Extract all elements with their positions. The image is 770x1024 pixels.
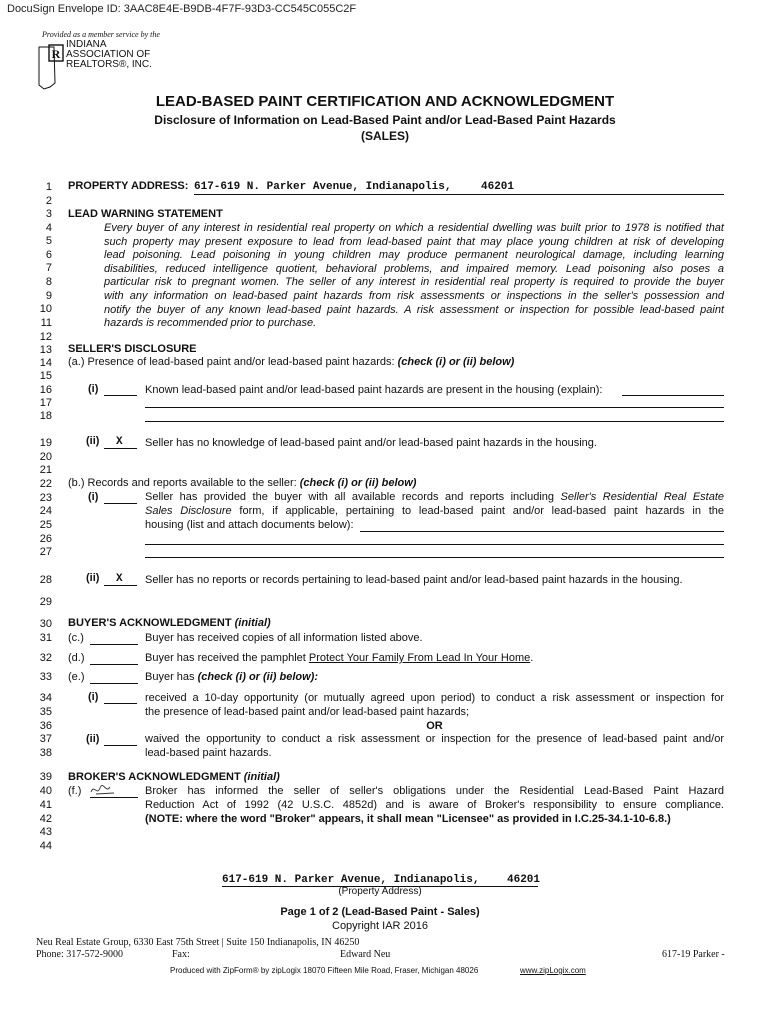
line-number: 14 — [39, 357, 52, 369]
broker-heading: BROKER'S ACKNOWLEDGMENT — [68, 771, 241, 783]
warning-line: such property may present exposure to lead from lead-based paint that may place young children at risk of developing — [104, 235, 724, 248]
warning-last-line: hazards is recommended prior to purchase. — [104, 317, 317, 329]
seller-b-i-label: (i) — [88, 491, 99, 503]
line-number: 10 — [39, 303, 52, 315]
line-number: 6 — [45, 249, 52, 261]
buyer-heading-row — [68, 617, 271, 629]
line-number: 40 — [39, 785, 52, 797]
footer-phone: Phone: 317-572-9000 — [36, 949, 123, 960]
line-number: 19 — [39, 437, 52, 449]
seller-heading: SELLER'S DISCLOSURE — [68, 343, 197, 355]
line-number: 44 — [39, 840, 52, 852]
buyer-e-ii-line1: waived the opportunity to conduct a risk assessment or inspection for the presence of lead-based paint and/or — [145, 733, 724, 745]
line-number: 21 — [39, 464, 52, 476]
warning-line: disabilities, reduced intelligence quotient, behavioral problems, and impaired memory. Lead poisoning also poses a — [104, 262, 724, 275]
line-number: 9 — [45, 290, 52, 302]
buyer-e-ii-initial-field[interactable] — [104, 745, 137, 746]
buyer-heading: BUYER'S ACKNOWLEDGMENT — [68, 617, 232, 629]
line-number: 22 — [39, 478, 52, 490]
seller-b-ii-text: Seller has no reports or records pertaining to lead-based paint and/or lead-based paint hazards in the housing. — [145, 574, 683, 586]
line-number: 18 — [39, 410, 52, 422]
buyer-e-ii-line2: lead-based paint hazards. — [145, 747, 272, 759]
buyer-e-initial-field[interactable] — [90, 683, 138, 684]
buyer-e-i-label: (i) — [88, 691, 99, 703]
line-number: 1 — [45, 181, 52, 193]
seller-a-label: (a.) Presence of lead-based paint and/or lead-based paint hazards: — [68, 356, 395, 368]
buyer-d-initial-field[interactable] — [90, 664, 138, 665]
line-number: 2 — [45, 195, 52, 207]
buyer-c-label: (c.) — [68, 632, 84, 644]
footer-copyright: Copyright IAR 2016 — [332, 920, 428, 932]
property-address-label: PROPERTY ADDRESS: — [68, 180, 189, 192]
line-number: 13 — [39, 344, 52, 356]
footer-fax: Fax: — [172, 949, 190, 960]
svg-text:R: R — [51, 47, 61, 61]
seller-b-ii-initial-field[interactable] — [104, 585, 137, 586]
seller-b-i-line1 — [145, 491, 724, 503]
seller-b-i-docs-line2[interactable] — [145, 544, 724, 545]
line-number: 5 — [45, 235, 52, 247]
logo-line2: ASSOCIATION OF — [66, 49, 151, 60]
buyer-d-text-post: . — [530, 652, 534, 664]
line-number: 35 — [39, 706, 52, 718]
buyer-e-check: (check (i) or (ii) below): — [197, 671, 318, 683]
seller-b-i-line1-text: Seller has provided the buyer with all available records and reports including — [145, 491, 555, 503]
buyer-e-text-pre: Buyer has — [145, 671, 195, 683]
broker-f-label: (f.) — [68, 785, 82, 797]
warning-line: with any information on lead-based paint hazards from risk assessments or inspections in the seller's possession and — [104, 290, 724, 302]
seller-b-ii-mark: X — [116, 573, 123, 585]
warning-line: lead poisoning. Lead poisoning in young children may produce permanent neurological damage, including learning — [104, 249, 724, 262]
footer-address-zip: 46201 — [507, 874, 541, 886]
line-number: 20 — [39, 451, 52, 463]
buyer-d-text-pre: Buyer has received the pamphlet — [145, 652, 306, 664]
property-address-zip: 46201 — [481, 181, 515, 193]
line-number: 17 — [39, 397, 52, 409]
seller-a-i-text: Known lead-based paint and/or lead-based paint hazards are present in the housing (explain): — [145, 384, 603, 396]
footer-file-name: 617-19 Parker - — [662, 949, 725, 960]
line-number: 41 — [39, 799, 52, 811]
line-number: 15 — [39, 370, 52, 382]
seller-b-i-line1-form: Seller's Residential Real Estate — [560, 491, 724, 503]
buyer-e-i-line1: received a 10-day opportunity (or mutually agreed upon period) to conduct a risk assessment or inspection for — [145, 692, 724, 704]
envelope-id: DocuSign Envelope ID: 3AAC8E4E-B9DB-4F7F-93D3-CC545C055C2F — [7, 3, 357, 15]
realtor-r-icon — [48, 44, 64, 62]
line-number: 28 — [39, 574, 52, 586]
property-address-line — [194, 194, 724, 195]
seller-b-i-line2-text: form, if applicable, pertaining to lead-based paint and/or lead-based paint hazards in the — [239, 505, 725, 517]
line-number: 12 — [39, 331, 52, 343]
seller-a-i-explain-line3[interactable] — [145, 421, 724, 422]
seller-b-ii-label: (ii) — [86, 572, 100, 584]
seller-a-i-initial-field[interactable] — [104, 395, 137, 396]
seller-a-ii-text: Seller has no knowledge of lead-based paint and/or lead-based paint hazards in the housing. — [145, 437, 597, 449]
buyer-d-text — [145, 652, 533, 664]
seller-b-label: (b.) Records and reports available to the seller: — [68, 477, 297, 489]
buyer-d-label: (d.) — [68, 652, 85, 664]
seller-b-i-docs-line1[interactable] — [360, 531, 724, 532]
seller-a-i-label: (i) — [88, 383, 99, 395]
seller-b-i-line2-form: Sales Disclosure — [145, 505, 232, 517]
seller-a-ii-mark: X — [116, 436, 123, 448]
seller-a-i-explain-line1[interactable] — [622, 395, 724, 396]
line-number: 23 — [39, 492, 52, 504]
broker-initial-signature — [88, 782, 118, 798]
line-number: 16 — [39, 384, 52, 396]
logo-line3: REALTORS®, INC. — [66, 59, 152, 70]
line-number: 27 — [39, 546, 52, 558]
broker-f-line2: Reduction Act of 1992 (42 U.S.C. 4852d) and is aware of Broker's responsibility to ensure compliance. — [145, 799, 724, 811]
broker-f-initial-field[interactable] — [90, 797, 138, 798]
line-number: 3 — [45, 208, 52, 220]
line-number: 30 — [39, 618, 52, 630]
footer-produced: Produced with ZipForm® by zipLogix 18070 Fifteen Mile Road, Fraser, Michigan 48026 — [170, 966, 479, 975]
buyer-or: OR — [426, 720, 443, 732]
seller-b-check: (check (i) or (ii) below) — [299, 477, 417, 489]
line-number: 31 — [39, 632, 52, 644]
footer-address-caption: (Property Address) — [338, 886, 422, 897]
seller-a-check: (check (i) or (ii) below) — [397, 356, 515, 368]
line-number: 8 — [45, 276, 52, 288]
line-number: 34 — [39, 692, 52, 704]
line-number: 25 — [39, 519, 52, 531]
broker-heading-note: (initial) — [243, 771, 280, 783]
buyer-d-pamphlet-title: Protect Your Family From Lead In Your Home — [308, 652, 531, 664]
page-subtitle-sales: (SALES) — [361, 129, 409, 143]
property-address-street: 617-619 N. Parker Avenue, Indianapolis, — [194, 181, 452, 193]
footer-agent: Edward Neu — [340, 949, 391, 960]
footer-agency: Neu Real Estate Group, 6330 East 75th Street | Suite 150 Indianapolis, IN 46250 — [36, 937, 360, 948]
line-number: 24 — [39, 505, 52, 517]
line-number: 11 — [40, 317, 52, 329]
buyer-c-initial-field[interactable] — [90, 644, 138, 645]
seller-b-i-docs-line3[interactable] — [145, 557, 724, 558]
footer-page-number: Page 1 of 2 (Lead-Based Paint - Sales) — [280, 906, 480, 918]
buyer-c-text: Buyer has received copies of all information listed above. — [145, 632, 423, 644]
buyer-e-text — [145, 671, 318, 683]
seller-b-i-line3: housing (list and attach documents below): — [145, 519, 354, 531]
buyer-e-ii-label: (ii) — [86, 733, 100, 745]
buyer-heading-note: (initial) — [234, 617, 271, 629]
line-number: 39 — [39, 771, 52, 783]
seller-a-ii-label: (ii) — [86, 435, 100, 447]
line-number: 42 — [39, 813, 52, 825]
line-number: 26 — [39, 533, 52, 545]
seller-b-i-line2 — [145, 505, 724, 517]
seller-a-ii-initial-field[interactable] — [104, 448, 137, 449]
buyer-e-i-line2: the presence of lead-based paint and/or lead-based paint hazards; — [145, 706, 470, 718]
broker-f-note: (NOTE: where the word "Broker" appears, it shall mean "Licensee" as provided in I.C.25-34.1-10-6.8.) — [145, 813, 671, 825]
broker-f-line1: Broker has informed the seller of seller's obligations under the Residential Lead-Based Paint Hazard — [145, 785, 724, 797]
buyer-e-i-initial-field[interactable] — [104, 703, 137, 704]
warning-line: Every buyer of any interest in residential real property on which a residential dwelling was built prior to 1978 is notified that — [104, 222, 724, 234]
footer-website-link[interactable]: www.zipLogix.com — [520, 966, 586, 975]
warning-line: notify the buyer of any known lead-based paint hazards. A risk assessment or inspection for possible lead-based paint — [104, 303, 724, 316]
line-number: 33 — [39, 671, 52, 683]
line-number: 29 — [39, 596, 52, 608]
page-subtitle: Disclosure of Information on Lead-Based Paint and/or Lead-Based Paint Hazards — [154, 113, 616, 127]
logo-provided-by: Provided as a member service by the — [42, 30, 160, 39]
line-number: 32 — [39, 652, 52, 664]
warning-heading: LEAD WARNING STATEMENT — [68, 208, 223, 220]
logo-org-name — [66, 40, 176, 70]
line-number: 37 — [39, 733, 52, 745]
line-number: 4 — [45, 222, 52, 234]
seller-b-i-initial-field[interactable] — [104, 503, 137, 504]
seller-b-text — [68, 477, 416, 489]
line-number: 7 — [45, 262, 52, 274]
logo-line1: INDIANA — [66, 39, 107, 50]
page-title: LEAD-BASED PAINT CERTIFICATION AND ACKNOWLEDGMENT — [155, 93, 615, 110]
line-number: 36 — [39, 720, 52, 732]
seller-a-i-explain-line2[interactable] — [145, 407, 724, 408]
warning-line: particular risk to pregnant women. The seller of any interest in residential real property is required to provide the buyer — [104, 276, 724, 289]
line-number: 43 — [39, 826, 52, 838]
line-number: 38 — [39, 747, 52, 759]
seller-a-text — [68, 356, 514, 368]
footer-address-street: 617-619 N. Parker Avenue, Indianapolis, — [222, 874, 480, 886]
buyer-e-label: (e.) — [68, 671, 85, 683]
